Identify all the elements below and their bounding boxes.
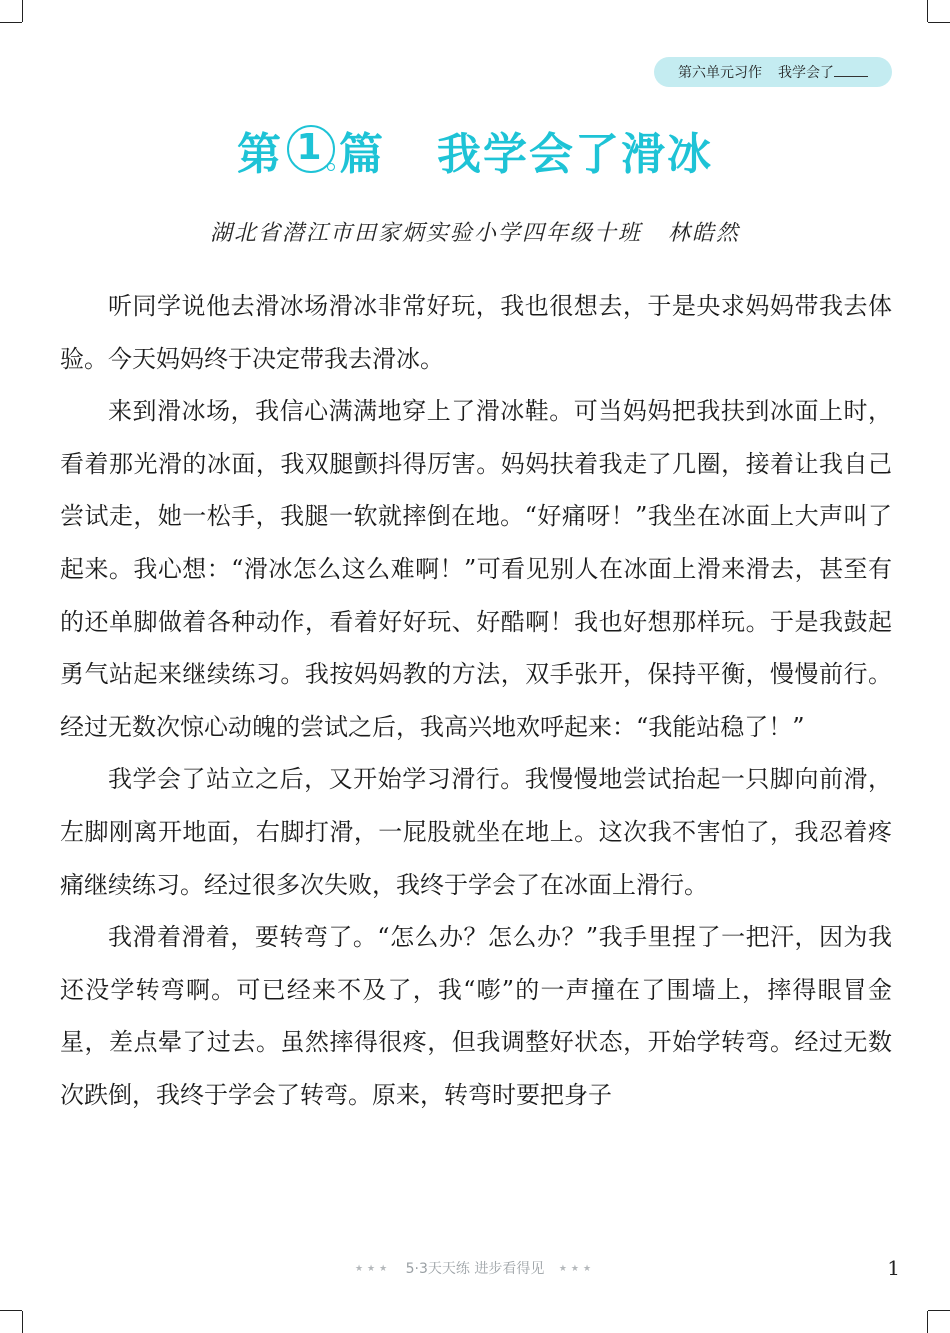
crop-mark-bottom-right: [928, 1311, 950, 1333]
paragraph: 听同学说他去滑冰场滑冰非常好玩，我也很想去，于是央求妈妈带我去体验。今天妈妈终于决定带我去滑冰。: [60, 292, 892, 373]
crop-mark-top-left: [0, 0, 22, 22]
paragraph: 来到滑冰场，我信心满满地穿上了滑冰鞋。可当妈妈把我扶到冰面上时，看着那光滑的冰面，我双腿颤抖得厉害。妈妈扶着我走了几圈，接着让我自己尝试走，她一松手，我腿一软就摔倒在地。“好痛呀！”我坐在冰面上大声叫了起来。我心想：“滑冰怎么这么难啊！”可看见别人在冰面上滑来滑去，甚至有的还单脚做着各种动作，看着好好玩、好酷啊！我也好想那样玩。于是我鼓起勇气站起来继续练习。我按妈妈教的方法，双手张开，保持平衡，慢慢前行。经过无数次惊心动魄的尝试之后，我高兴地欢呼起来：“我能站稳了！”: [60, 397, 892, 741]
footer-slogan-text: 5·3天天练 进步看得见: [405, 1261, 545, 1277]
byline-school: 湖北省潜江市田家炳实验小学四年级十班: [209, 221, 642, 246]
paragraph: 我学会了站立之后，又开始学习滑行。我慢慢地尝试抬起一只脚向前滑，左脚刚离开地面，右脚打滑，一屁股就坐在地上。这次我不害怕了，我忍着疼痛继续练习。经过很多次失败，我终于学会了在冰面上滑行。: [60, 765, 892, 899]
footer-stars-right: ★★★: [558, 1264, 596, 1274]
byline: [0, 216, 950, 247]
title-number: 1: [296, 127, 324, 168]
page-title: [0, 118, 950, 182]
title-suffix: 篇: [339, 129, 385, 180]
unit-header-tag: [654, 57, 892, 87]
footer-stars-left: ★★★: [354, 1264, 392, 1274]
title-text: 我学会了滑冰: [437, 129, 713, 180]
title-number-badge: [285, 123, 337, 175]
crop-mark-bottom-left: [0, 1311, 22, 1333]
unit-label: 第六单元习作: [678, 65, 762, 81]
page-number: 1: [887, 1256, 900, 1280]
essay-body: [60, 280, 892, 1122]
crop-mark-top-right: [928, 0, 950, 22]
footer-slogan: [0, 1258, 950, 1278]
topic-label: 我学会了: [778, 62, 868, 82]
topic-blank: [834, 63, 868, 77]
paragraph: 我滑着滑着，要转弯了。“怎么办？怎么办？”我手里捏了一把汗，因为我还没学转弯啊。可已经来不及了，我“嘭”的一声撞在了围墙上，摔得眼冒金星，差点晕了过去。虽然摔得很疼，但我调整好状态，开始学转弯。经过无数次跌倒，我终于学会了转弯。原来，转弯时要把身子: [60, 923, 892, 1109]
title-prefix: 第: [237, 129, 283, 180]
byline-author: 林皓然: [668, 221, 741, 246]
